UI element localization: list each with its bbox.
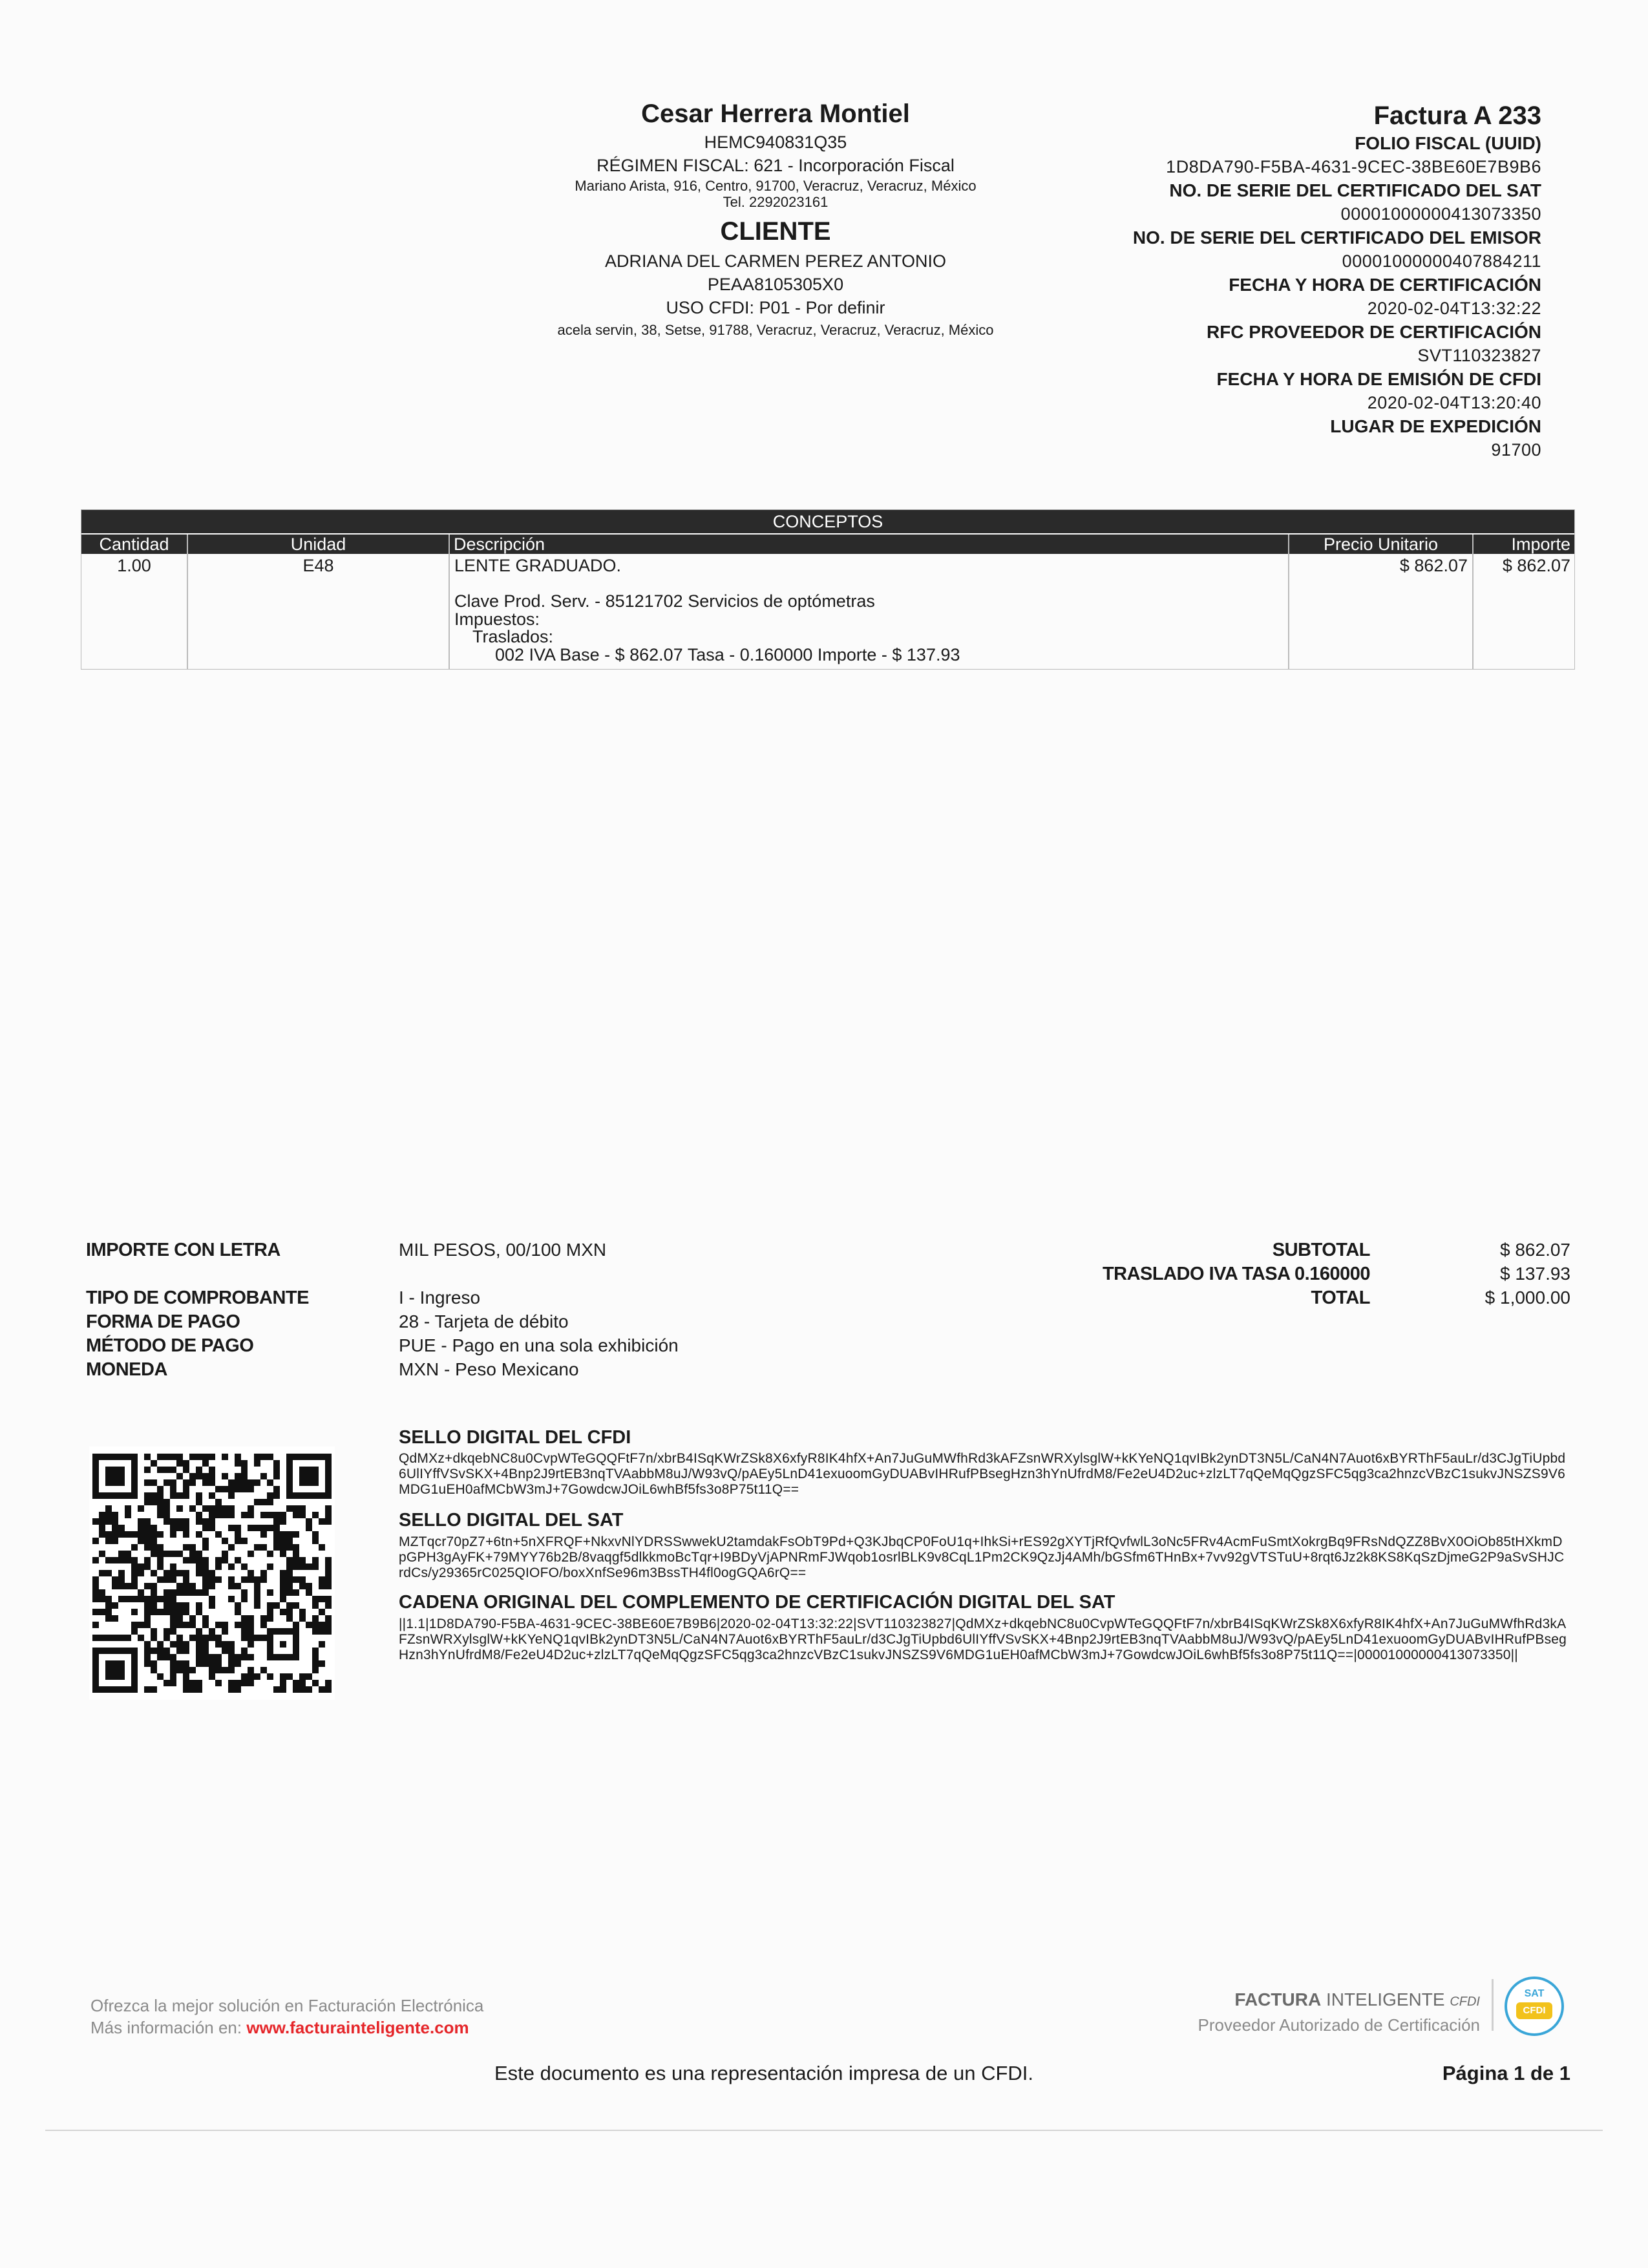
issuer-rfc: HEMC940831Q35 bbox=[704, 132, 847, 152]
qr-code bbox=[89, 1447, 335, 1700]
moneda-value: MXN - Peso Mexicano bbox=[399, 1359, 579, 1379]
lugar-label: LUGAR DE EXPEDICIÓN bbox=[1330, 416, 1541, 436]
col-header-cantidad: Cantidad bbox=[81, 535, 187, 554]
col-header-descripcion: Descripción bbox=[450, 535, 1288, 554]
rfc-prov-value: SVT110323827 bbox=[1417, 346, 1541, 365]
metodo-label: MÉTODO DE PAGO bbox=[86, 1335, 254, 1356]
cell-traslados: Traslados: bbox=[472, 627, 554, 646]
rfc-prov-label: RFC PROVEEDOR DE CERTIFICACIÓN bbox=[1206, 322, 1541, 342]
cell-precio: $ 862.07 bbox=[1399, 556, 1468, 575]
cell-descripcion: LENTE GRADUADO. bbox=[454, 556, 622, 575]
col-header-unidad: Unidad bbox=[188, 535, 449, 554]
bottom-divider bbox=[45, 2130, 1603, 2131]
footer-brand bbox=[1150, 1989, 1480, 2010]
column-divider bbox=[449, 535, 450, 669]
cell-iva-detail: 002 IVA Base - $ 862.07 Tasa - 0.160000 Importe - $ 137.93 bbox=[495, 645, 960, 664]
client-rfc: PEAA8105305X0 bbox=[707, 275, 844, 294]
footer-more-info bbox=[90, 2018, 469, 2038]
client-address: acela servin, 38, Setse, 91788, Veracruz, Veracruz, Veracruz, México bbox=[557, 322, 994, 338]
brand-inteligente: INTELIGENTE bbox=[1326, 1989, 1445, 2009]
badge-cfdi: CFDI bbox=[1516, 2002, 1552, 2019]
footer-divider bbox=[1492, 1979, 1494, 2031]
forma-label: FORMA DE PAGO bbox=[86, 1311, 240, 1332]
cell-clave: Clave Prod. Serv. - 85121702 Servicios de optómetras bbox=[454, 591, 875, 611]
emisor-cert-value: 00001000000407884211 bbox=[1342, 251, 1541, 271]
total-label: TOTAL bbox=[1311, 1288, 1370, 1308]
sello-cfdi-label: SELLO DIGITAL DEL CFDI bbox=[399, 1427, 631, 1448]
cell-unidad: E48 bbox=[302, 556, 334, 575]
sat-cert-value: 00001000000413073350 bbox=[1340, 204, 1541, 224]
issuer-block bbox=[504, 97, 1047, 341]
cell-impuestos: Impuestos: bbox=[454, 609, 540, 629]
importe-letra-label: IMPORTE CON LETRA bbox=[86, 1240, 280, 1260]
total-value: $ 1,000.00 bbox=[1484, 1288, 1570, 1308]
tipo-label: TIPO DE COMPROBANTE bbox=[86, 1288, 309, 1308]
cadena-label: CADENA ORIGINAL DEL COMPLEMENTO DE CERTIFICACIÓN DIGITAL DEL SAT bbox=[399, 1592, 1115, 1613]
sello-sat-value: MZTqcr70pZ7+6tn+5nXFRQF+NkxvNlYDRSSwwekU2tamdakFsObT9Pd+Q3KJbqCP0FoU1q+IhkSi+rES92gXYTjRfQvfwlL3oNc5FRv4AcmFuSmtXokrgBq9FRsNdQZZ8BvX0OiOb85tHXkmDpGPH3gAyFK+79MYY76b2B/8vaqgf5dlkkmoBcTqr+I9BDyVjAPNRmFJWqob1osrlBLK9v8CqL1Pm2CK9QzJj4AMh/bGSfm6THnBx+7vv92gVTSTuU+8rqt6Jz2k8KS8KqSzDjmeG2P9aSvSHJCrdCs/y29365rC025QIOFO/boxXnfSe96m3BssTH4fl0ogGQA6rQ== bbox=[399, 1534, 1565, 1580]
moneda-label: MONEDA bbox=[86, 1359, 167, 1380]
cert-date-label: FECHA Y HORA DE CERTIFICACIÓN bbox=[1229, 275, 1541, 295]
brand-factura: FACTURA bbox=[1234, 1989, 1322, 2009]
footer-provider: Proveedor Autorizado de Certificación bbox=[1198, 2015, 1480, 2035]
cell-cantidad: 1.00 bbox=[117, 556, 151, 575]
emision-label: FECHA Y HORA DE EMISIÓN DE CFDI bbox=[1216, 369, 1541, 389]
issuer-phone: Tel. 2292023161 bbox=[723, 194, 829, 210]
cert-date-value: 2020-02-04T13:32:22 bbox=[1367, 299, 1541, 318]
subtotal-label: SUBTOTAL bbox=[1272, 1240, 1370, 1260]
brand-cfdi: CFDI bbox=[1450, 1995, 1480, 2009]
cell-importe: $ 862.07 bbox=[1502, 556, 1570, 575]
issuer-name: Cesar Herrera Montiel bbox=[641, 100, 910, 128]
invoice-title: Factura A 233 bbox=[1373, 101, 1541, 130]
footer-link[interactable]: www.facturainteligente.com bbox=[246, 2018, 469, 2037]
client-name: ADRIANA DEL CARMEN PEREZ ANTONIO bbox=[604, 251, 947, 271]
invoice-header bbox=[1011, 100, 1541, 461]
forma-value: 28 - Tarjeta de débito bbox=[399, 1311, 569, 1331]
qr-code-graphic bbox=[89, 1447, 335, 1700]
col-header-importe: Importe bbox=[1474, 535, 1574, 554]
concepts-table bbox=[81, 509, 1575, 670]
concepts-title: CONCEPTOS bbox=[81, 510, 1574, 533]
issuer-address: Mariano Arista, 916, Centro, 91700, Veracruz, Veracruz, México bbox=[575, 178, 977, 194]
footer-note: Este documento es una representación impresa de un CFDI. bbox=[494, 2062, 1034, 2084]
issuer-regime: RÉGIMEN FISCAL: 621 - Incorporación Fiscal bbox=[597, 156, 955, 175]
sello-cfdi-value: QdMXz+dkqebNC8u0CvpWTeGQQFtF7n/xbrB4ISqKWrZSk8X6xfyR8IK4hfX+An7JuGuMWfhRd3kAFZsnWRXylsglW+kKYeNQ1qvIBk2ynDT3N5L/CaN4N7Auot6xBYRThF5auLr/d3CJgTiUpbd6UlIYffVSvSKX+4Bnp2J9rtEB3nqTVAabbM8uJ/W93vQ/pAEy5LnD41exuoomGyDUABvIHRufPBsegHzn3hYnUfrdM8/Fe2eU4D2uc+zlzLT7qQeMqQgzSFC5qg3ca2hnzcVBzC1sukvJNSZS9V6MDG1uEH0afMCbW3mJ+7GowdcwJOiL6whBf5fs3o8P75t11Q== bbox=[399, 1451, 1566, 1497]
col-header-precio: Precio Unitario bbox=[1289, 535, 1472, 554]
sat-cfdi-badge-icon bbox=[1505, 1977, 1564, 2036]
iva-label: TRASLADO IVA TASA 0.160000 bbox=[1102, 1264, 1370, 1284]
footer-offer: Ofrezca la mejor solución en Facturación Electrónica bbox=[90, 1996, 484, 2015]
emisor-cert-label: NO. DE SERIE DEL CERTIFICADO DEL EMISOR bbox=[1132, 228, 1541, 248]
metodo-value: PUE - Pago en una sola exhibición bbox=[399, 1335, 679, 1355]
importe-letra-value: MIL PESOS, 00/100 MXN bbox=[399, 1240, 607, 1260]
tipo-value: I - Ingreso bbox=[399, 1288, 481, 1308]
client-heading: CLIENTE bbox=[720, 217, 831, 246]
emision-value: 2020-02-04T13:20:40 bbox=[1367, 393, 1541, 412]
client-uso-cfdi: USO CFDI: P01 - Por definir bbox=[666, 298, 885, 317]
badge-sat: SAT bbox=[1524, 1988, 1545, 1999]
subtotal-value: $ 862.07 bbox=[1500, 1240, 1570, 1260]
lugar-value: 91700 bbox=[1491, 440, 1541, 460]
iva-value: $ 137.93 bbox=[1500, 1264, 1570, 1284]
page-number: Página 1 de 1 bbox=[1442, 2062, 1570, 2084]
footer-more-label: Más información en: bbox=[90, 2018, 242, 2037]
cadena-value: ||1.1|1D8DA790-F5BA-4631-9CEC-38BE60E7B9B6|2020-02-04T13:32:22|SVT110323827|QdMXz+dkqebNC8u0CvpWTeGQQFtF7n/xbrB4ISqKWrZSk8X6xfyR8IK4hfX+An7JuGuMWfhRd3kAFZsnWRXylsglW+kKYeNQ1qvIBk2ynDT3N5L/CaN4N7Auot6xBYRThF5auLr/d3CJgTiUpbd6UlIYffVSvSKX+4Bnp2J9rtEB3nqTVAabbM8uJ/W93vQ/pAEy5LnD41exuoomGyDUABvIHRufPBsegHzn3hYnUfrdM8/Fe2eU4D2uc+zlzLT7qQeMqQgzSFC5qg3ca2hnzcVBzC1sukvJNSZS9V6MDG1uEH0afMCbW3mJ+7GowdcwJOiL6whBf5fs3o8P75t11Q==|00001000000413073350|| bbox=[399, 1616, 1567, 1662]
folio-value: 1D8DA790-F5BA-4631-9CEC-38BE60E7B9B6 bbox=[1166, 157, 1541, 176]
sello-sat-label: SELLO DIGITAL DEL SAT bbox=[399, 1510, 624, 1531]
folio-label: FOLIO FISCAL (UUID) bbox=[1355, 133, 1541, 153]
sat-cert-label: NO. DE SERIE DEL CERTIFICADO DEL SAT bbox=[1169, 180, 1541, 200]
